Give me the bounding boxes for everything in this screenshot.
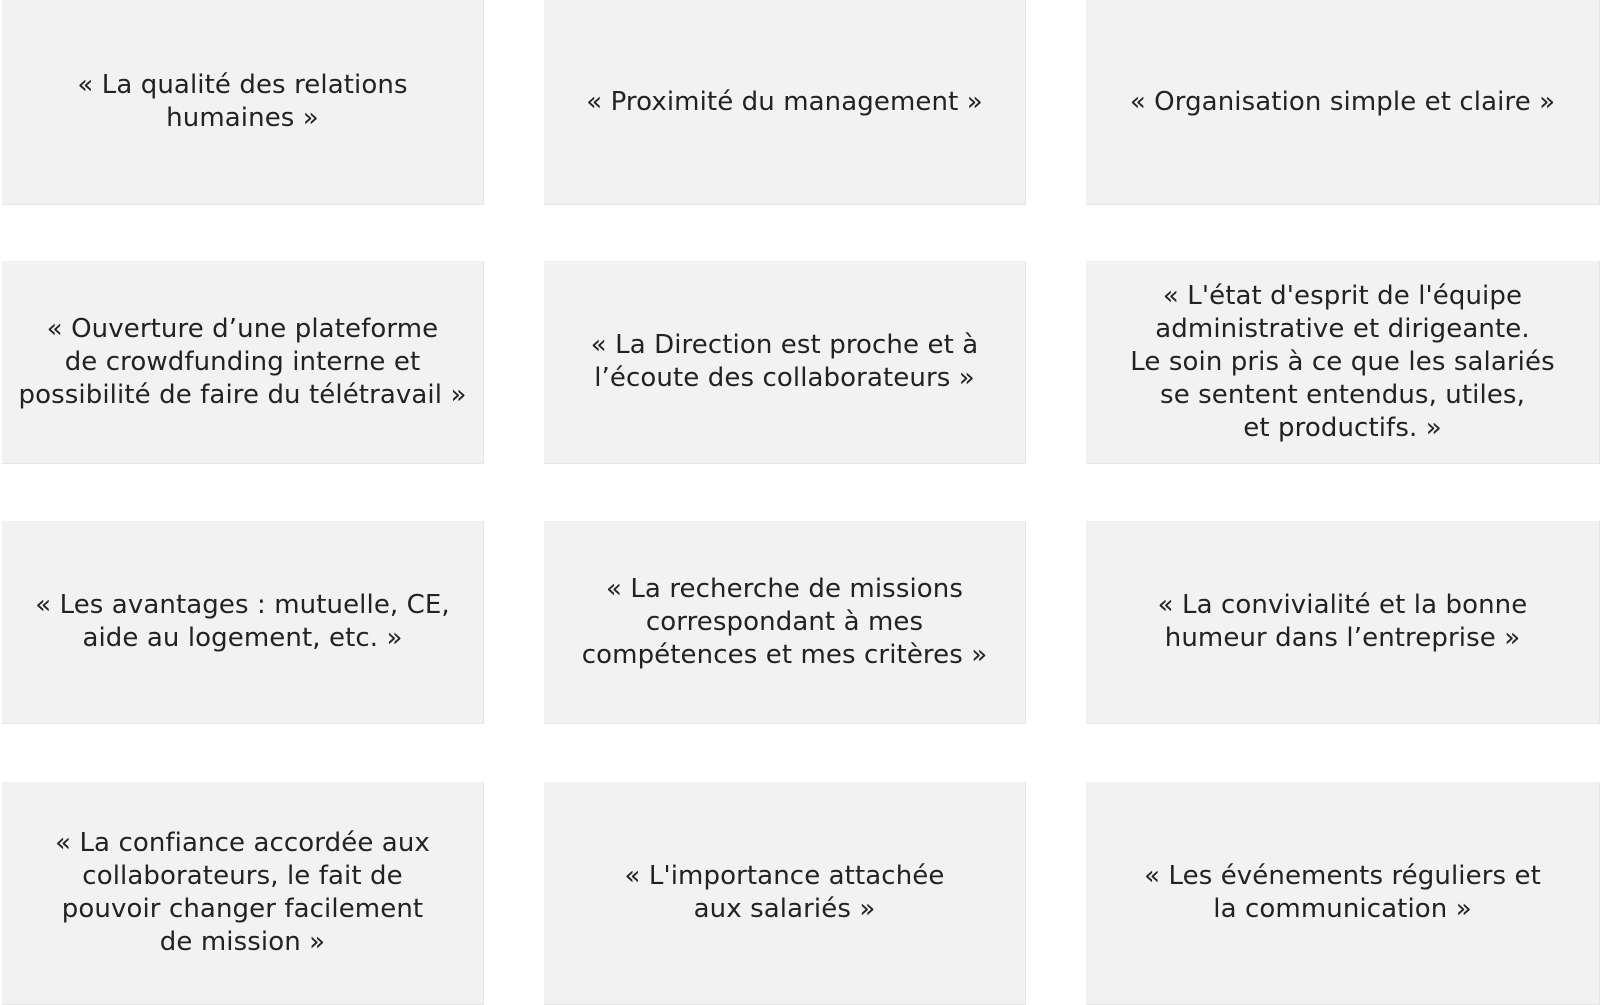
testimonial-line: « La Direction est proche et à (590, 330, 979, 360)
testimonial-text (43, 827, 442, 959)
testimonial-line: humaines » (166, 103, 319, 133)
testimonial-line: pouvoir changer facilement (61, 894, 424, 924)
testimonial-line: et productifs. » (1243, 412, 1442, 443)
testimonial-text (7, 313, 479, 412)
testimonial-text (23, 589, 462, 655)
testimonial-text (613, 860, 957, 926)
testimonial-line: « Organisation simple et claire » (1129, 86, 1556, 117)
testimonial-text (1146, 589, 1540, 655)
testimonial-card (1086, 782, 1600, 1005)
testimonial-text (1118, 86, 1567, 119)
testimonial-line: correspondant à mes (645, 606, 924, 637)
testimonial-line: « Proximité du management » (586, 86, 983, 117)
testimonial-line: aux salariés » (693, 894, 876, 924)
testimonial-card (1086, 0, 1600, 205)
testimonial-line: « La recherche de missions (605, 573, 964, 604)
testimonial-line: aide au logement, etc. » (82, 623, 403, 653)
testimonial-card (2, 521, 484, 724)
testimonial-line: Le soin pris à ce que les salariés (1130, 346, 1555, 377)
testimonial-text (579, 329, 991, 395)
testimonial-line: « La confiance accordée aux (55, 828, 430, 858)
testimonial-text (570, 573, 1000, 672)
testimonial-text (574, 86, 995, 119)
testimonial-text (1132, 860, 1553, 926)
testimonial-line: de mission » (159, 927, 326, 957)
testimonial-line: possibilité de faire du télétravail » (18, 379, 467, 410)
testimonial-line: de crowdfunding interne et (64, 346, 421, 377)
testimonial-card (2, 782, 484, 1005)
testimonial-card (1086, 521, 1600, 724)
testimonial-line: administrative et dirigeante. (1155, 313, 1530, 344)
testimonial-line: « L'importance attachée (624, 861, 945, 891)
testimonial-text (1118, 280, 1566, 445)
testimonial-line: « La convivialité et la bonne (1157, 590, 1528, 620)
testimonial-card (544, 782, 1026, 1005)
testimonial-line: « Les avantages : mutuelle, CE, (35, 590, 450, 620)
testimonial-line: humeur dans l’entreprise » (1164, 623, 1521, 653)
testimonial-card (2, 261, 484, 464)
testimonial-card (544, 521, 1026, 724)
testimonial-line: « La qualité des relations (77, 70, 408, 100)
testimonial-card (544, 261, 1026, 464)
testimonial-card (1086, 261, 1600, 464)
testimonial-card (544, 0, 1026, 205)
testimonial-line: « Ouverture d’une plateforme (46, 313, 439, 344)
testimonial-line: collaborateurs, le fait de (82, 861, 403, 891)
testimonial-line: « Les événements réguliers et (1144, 861, 1541, 891)
testimonial-line: la communication » (1213, 894, 1472, 924)
testimonial-line: l’écoute des collaborateurs » (594, 363, 975, 393)
testimonial-card (2, 0, 484, 205)
testimonial-line: « L'état d'esprit de l'équipe (1162, 280, 1523, 311)
testimonial-line: se sentent entendus, utiles, (1160, 379, 1525, 410)
testimonial-text (65, 69, 419, 135)
testimonial-line: compétences et mes critères » (581, 639, 988, 670)
